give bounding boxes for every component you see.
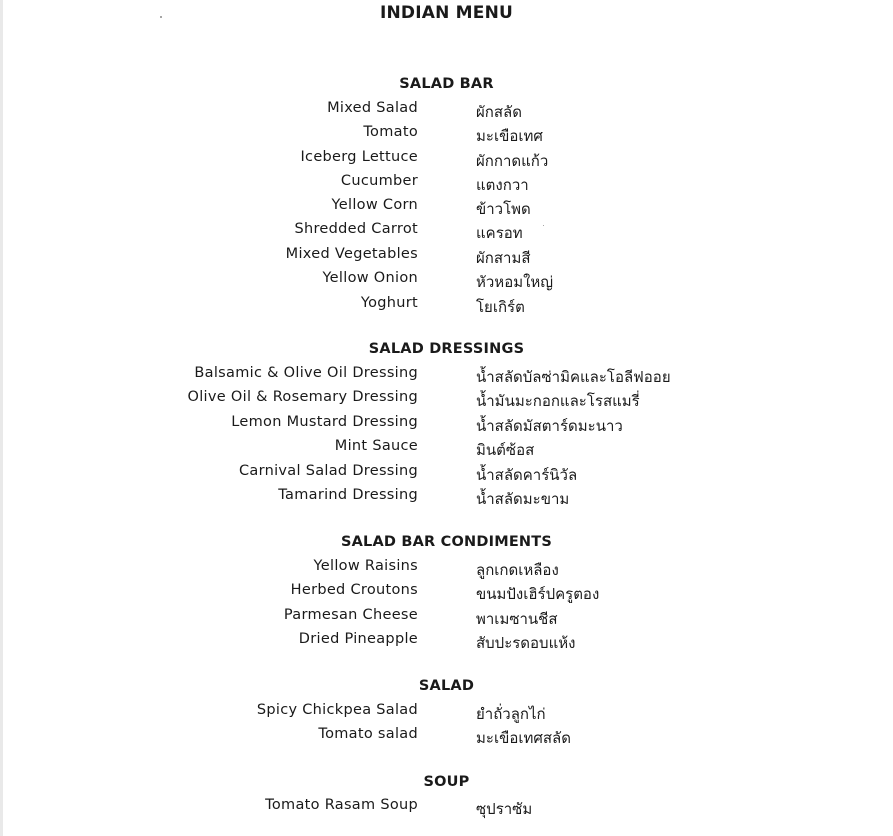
item-name-th: หัวหอมใหญ่ (476, 273, 554, 291)
section-heading-salad-bar-condiments: SALAD BAR CONDIMENTS (340, 534, 553, 550)
section-heading-soup: SOUP (423, 774, 470, 790)
item-name-th: แตงกวา (476, 176, 529, 194)
item-name-en: Olive Oil & Rosemary Dressing (187, 389, 418, 405)
menu-item (0, 295, 893, 319)
item-name-th: น้ำสลัดบัลซ่ามิคและโอลีฟออย (476, 368, 671, 386)
menu-item (0, 607, 893, 631)
item-name-th: มะเขือเทศ (476, 127, 543, 145)
menu-item (0, 558, 893, 582)
item-name-th: ข้าวโพด (476, 200, 531, 218)
item-name-th: พาเมซานชีส (476, 610, 558, 628)
item-name-en: Cucumber (340, 173, 418, 189)
menu-item (0, 149, 893, 173)
section-heading-salad-dressings: SALAD DRESSINGS (368, 341, 525, 357)
item-name-en: Spicy Chickpea Salad (256, 702, 418, 718)
item-name-th: โยเกิร์ต (476, 298, 525, 316)
menu-item (0, 438, 893, 462)
menu-item (0, 389, 893, 413)
menu-item (0, 365, 893, 389)
item-name-th: ผักกาดแก้ว (476, 152, 549, 170)
menu-item (0, 197, 893, 221)
item-name-th: ขนมปังเฮิร์ปครูตอง (476, 585, 600, 603)
item-name-th: น้ำสลัดมัสตาร์ดมะนาว (476, 417, 623, 435)
item-name-th: น้ำสลัดคาร์นิวัล (476, 466, 578, 484)
item-name-th: มะเขือเทศสลัด (476, 729, 571, 747)
menu-item (0, 702, 893, 726)
item-name-en: Yellow Onion (322, 270, 418, 286)
item-name-en: Tamarind Dressing (278, 487, 418, 503)
menu-item (0, 726, 893, 750)
item-name-en: Tomato salad (318, 726, 418, 742)
menu-item (0, 100, 893, 124)
item-name-th: สับปะรดอบแห้ง (476, 634, 576, 652)
item-name-en: Tomato (363, 124, 418, 140)
section-heading-salad-bar: SALAD BAR (399, 76, 494, 92)
item-name-th: ลูกเกดเหลือง (476, 561, 559, 579)
item-name-en: Shredded Carrot (294, 221, 418, 237)
item-name-th: ซุปราซัม (476, 800, 533, 818)
menu-item (0, 463, 893, 487)
menu-item (0, 270, 893, 294)
item-name-en: Mixed Salad (327, 100, 418, 116)
item-name-th: น้ำสลัดมะขาม (476, 490, 570, 508)
item-name-en: Dried Pineapple (298, 631, 418, 647)
item-name-en: Mixed Vegetables (285, 246, 418, 262)
item-name-en: Lemon Mustard Dressing (231, 414, 418, 430)
section-heading-salad: SALAD (418, 678, 475, 694)
menu-item (0, 246, 893, 270)
item-name-th: ผักสลัด (476, 103, 522, 121)
item-name-en: Yellow Corn (331, 197, 418, 213)
item-name-th: ยำถั่วลูกไก่ (476, 705, 546, 723)
item-name-th: น้ำมันมะกอกและโรสแมรี่ (476, 392, 640, 410)
item-name-en: Herbed Croutons (290, 582, 418, 598)
menu-item (0, 173, 893, 197)
item-name-th: ผักสามสี (476, 249, 531, 267)
menu-item (0, 631, 893, 655)
item-name-th: แครอท (476, 224, 523, 242)
item-name-en: Yoghurt (360, 295, 418, 311)
menu-item (0, 582, 893, 606)
menu-item (0, 221, 893, 245)
menu-item (0, 797, 893, 821)
item-name-en: Carnival Salad Dressing (238, 463, 418, 479)
item-name-th: มินต์ซ้อส (476, 441, 535, 459)
menu-item (0, 124, 893, 148)
item-name-en: Iceberg Lettuce (300, 149, 418, 165)
item-name-en: Mint Sauce (334, 438, 418, 454)
item-name-en: Yellow Raisins (313, 558, 418, 574)
item-name-en: Parmesan Cheese (283, 607, 418, 623)
item-name-en: Tomato Rasam Soup (265, 797, 418, 813)
menu-title: INDIAN MENU (379, 3, 514, 23)
item-name-en: Balsamic & Olive Oil Dressing (194, 365, 418, 381)
menu-item (0, 487, 893, 511)
menu-item (0, 414, 893, 438)
